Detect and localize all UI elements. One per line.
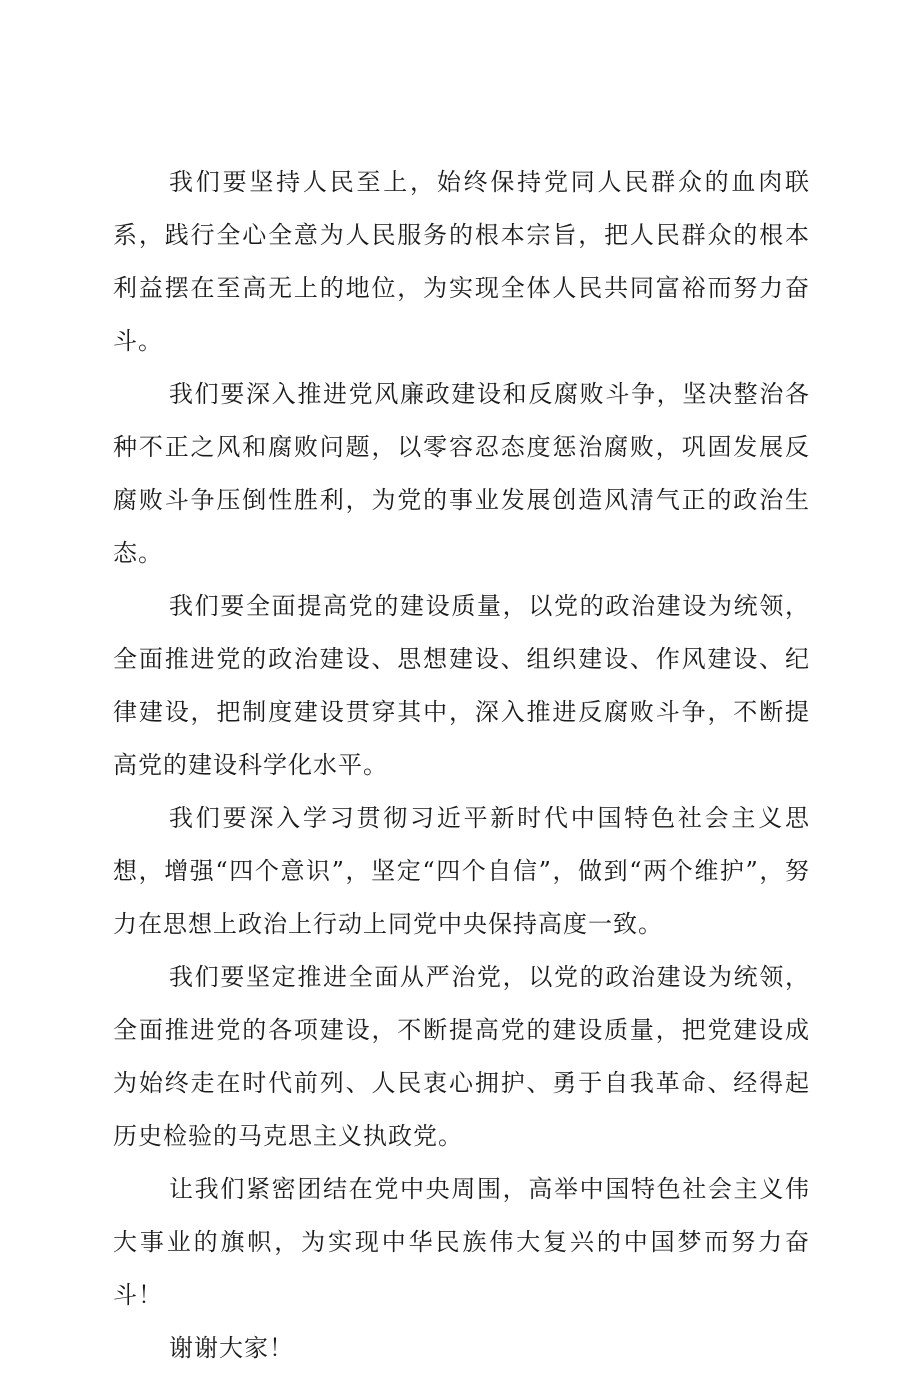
paragraph-study-thought: 我们要深入学习贯彻习近平新时代中国特色社会主义思想，增强“四个意识”，坚定“四个自信”，做到“两个维护”，努力在思想上政治上行动上同党中央保持高度一致。 <box>113 804 810 938</box>
paragraph-strict-governance: 我们要坚定推进全面从严治党，以党的政治建设为统领，全面推进党的各项建设，不断提高党的建设质量，把党建设成为始终走在时代前列、人民衷心拥护、勇于自我革命、经得起历史检验的马克思主义执政党。 <box>113 963 810 1150</box>
paragraph-anti-corruption: 我们要深入推进党风廉政建设和反腐败斗争，坚决整治各种不正之风和腐败问题，以零容忍态度惩治腐败，巩固发展反腐败斗争压倒性胜利，为党的事业发展创造风清气正的政治生态。 <box>113 380 810 567</box>
paragraph-thanks: 谢谢大家！ <box>169 1334 294 1362</box>
document-body <box>113 156 810 1375</box>
paragraph-party-building-quality: 我们要全面提高党的建设质量，以党的政治建设为统领，全面推进党的政治建设、思想建设、组织建设、作风建设、纪律建设，把制度建设贯穿其中，深入推进反腐败斗争，不断提高党的建设科学化水平。 <box>113 592 810 779</box>
paragraph-people-first: 我们要坚持人民至上，始终保持党同人民群众的血肉联系，践行全心全意为人民服务的根本宗旨，把人民群众的根本利益摆在至高无上的地位，为实现全体人民共同富裕而努力奋斗。 <box>113 168 810 355</box>
paragraph-closing-call: 让我们紧密团结在党中央周围，高举中国特色社会主义伟大事业的旗帜，为实现中华民族伟大复兴的中国梦而努力奋斗！ <box>113 1175 810 1309</box>
